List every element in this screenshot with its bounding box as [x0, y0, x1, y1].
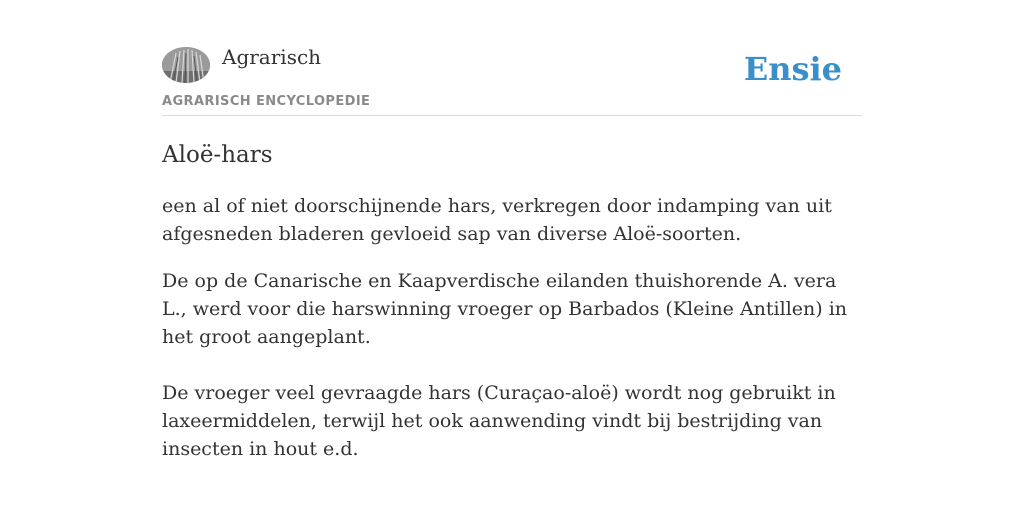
- article-paragraph-3: De vroeger veel gevraagde hars (Curaçao-aloë) wordt nog gebruikt in laxeermiddelen, terwijl het ook aanwending vindt bij bestrijding van insecten in hout e.d.: [162, 382, 836, 460]
- header: [162, 0, 862, 116]
- source-name[interactable]: Agrarisch: [222, 45, 322, 69]
- source-subtitle: AGRARISCH ENCYCLOPEDIE: [162, 94, 371, 109]
- wheat-icon: [162, 47, 210, 83]
- brand-logo[interactable]: Ensie: [743, 50, 842, 88]
- article-paragraph-1: een al of niet doorschijnende hars, verkregen door indamping van uit afgesneden bladeren gevloeid sap van diverse Aloë-soorten.: [162, 195, 832, 245]
- article-title: Aloë-hars: [162, 142, 273, 168]
- article-paragraph-2: De op de Canarische en Kaapverdische eilanden thuishorende A. vera L., werd voor die harswinning vroeger op Barbados (Kleine Antillen) in het groot aangeplant.: [162, 270, 848, 348]
- source-logo[interactable]: [162, 47, 210, 83]
- page: [162, 0, 862, 460]
